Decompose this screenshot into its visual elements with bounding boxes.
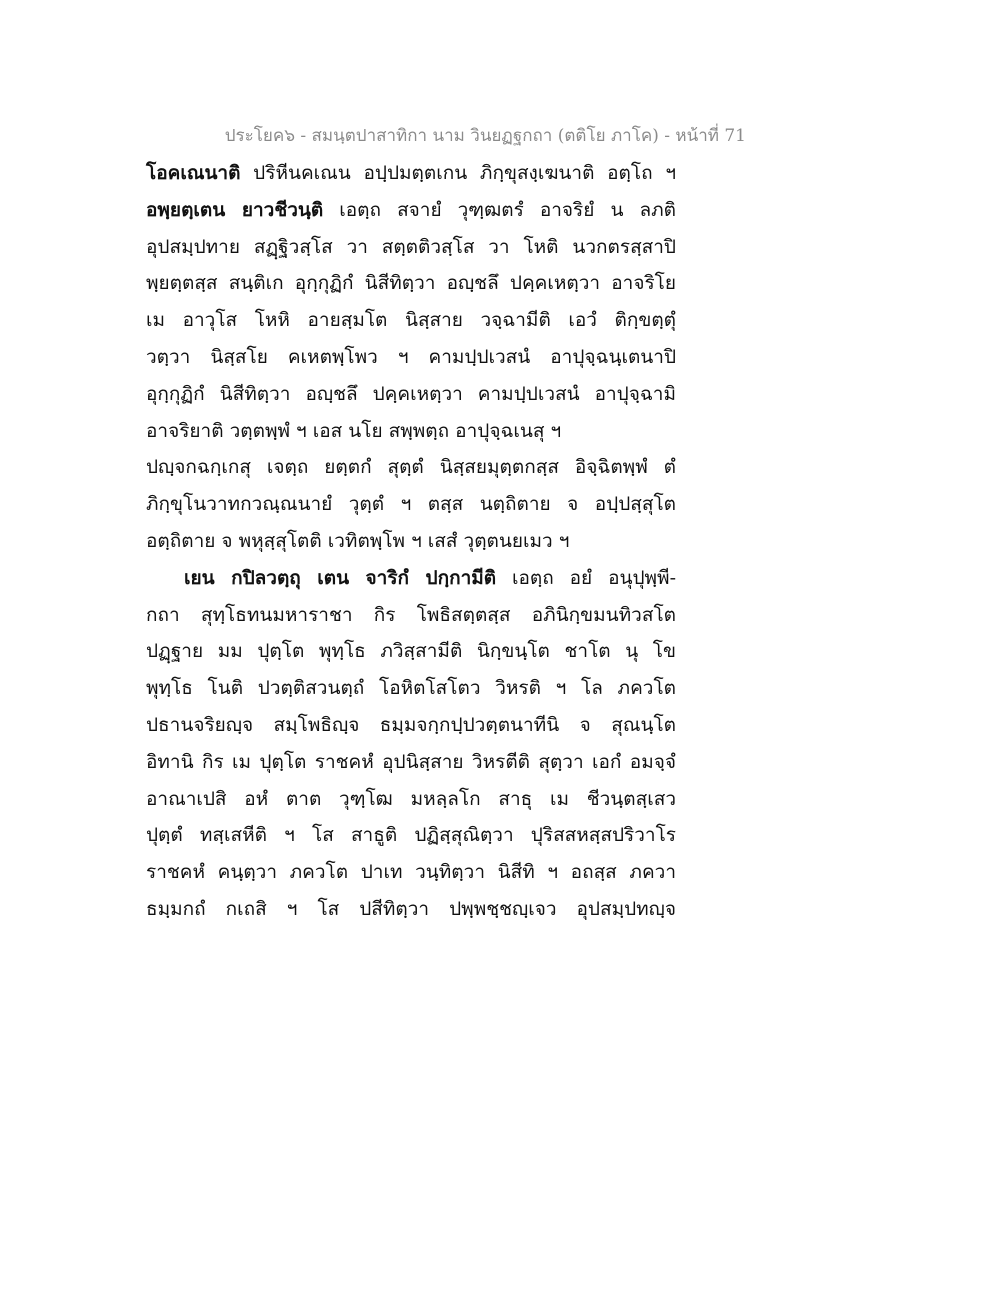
line-text: พุทฺโธ โนติ ปวตฺติสวนตฺถํ โอหิตโสโตว วิหรติ ฯ โล ภควโต — [146, 677, 676, 700]
text-line — [146, 781, 676, 818]
text-line — [146, 560, 676, 597]
line-text: ปธานจริยญฺจ สมฺโพธิญฺจ ธมฺมจกฺกปฺปวตฺตนาทีนิ จ สุณนฺโต — [146, 713, 676, 736]
line-text: เม อาวุโส โหหิ อายสฺมโต นิสฺสาย วจฺฉามีติ เอวํ ติกฺขตฺตุํ — [146, 309, 676, 332]
text-line — [146, 891, 676, 928]
line-text: พฺยตฺตสฺส สนฺติเก อุกฺกุฏิกํ นิสีทิตฺวา อญฺชลึ ปคฺคเหตฺวา อาจริโย — [146, 272, 676, 295]
text-line — [146, 633, 676, 670]
text-line — [146, 192, 676, 229]
line-text: อาณาเปสิ อหํ ตาต วุฑฺโฒ มหลฺลโก สาธุ เม ชีวนฺตสฺเสว — [146, 787, 676, 810]
text-line — [146, 744, 676, 781]
text-line — [146, 413, 676, 450]
line-text: ปุตฺตํ ทสฺเสหีติ ฯ โส สาธูติ ปฏิสฺสุณิตฺวา ปุริสสหสฺสปริวาโร — [146, 824, 676, 847]
text-line — [146, 523, 676, 560]
line-text: อตฺถิตาย จ พหุสฺสุโตติ เวทิตพฺโพ ฯ เสสํ วุตฺตนยเมว ฯ — [146, 529, 570, 552]
text-line — [146, 449, 676, 486]
text-line — [146, 339, 676, 376]
text-line — [146, 486, 676, 523]
text-line — [146, 854, 676, 891]
text-line — [146, 707, 676, 744]
bold-lemma: อพฺยตฺเตน ยาวชีวนฺติ — [146, 198, 324, 221]
line-text: ปริหีนคเณน อปฺปมตฺตเกน ภิกฺขุสงฺเฆนาติ อตฺโถ ฯ — [240, 162, 676, 184]
line-text: อิทานิ กิร เม ปุตฺโต ราชคหํ อุปนิสฺสาย วิหรตีติ สุตฺวา เอกํ อมจฺจํ — [146, 750, 676, 773]
text-line — [146, 229, 676, 266]
text-line — [146, 302, 676, 339]
line-text: เอตฺถ อยํ อนุปุพฺพี- — [496, 566, 677, 589]
line-text: ธมฺมกถํ กเถสิ ฯ โส ปสีทิตฺวา ปพฺพชฺชญฺเจว อุปสมฺปทญฺจ — [146, 897, 676, 920]
text-line — [146, 597, 676, 634]
line-text: ปญฺจกฉกฺเกสุ เจตฺถ ยตฺตกํ สุตฺตํ นิสฺสยมุตฺตกสฺส อิจฺฉิตพฺพํ ตํ — [146, 456, 676, 479]
line-text: วตฺวา นิสฺสโย คเหตพฺโพว ฯ คามปฺปเวสนํ อาปุจฺฉนฺเตนาปิ — [146, 345, 676, 368]
body-text — [146, 155, 676, 928]
page-header: ประโยค๖ - สมนฺตปาสาทิกา นาม วินยฏฐกถา (ตติโย ภาโค) - หน้าที่ 71 — [224, 126, 746, 146]
text-line — [146, 265, 676, 302]
text-line — [146, 376, 676, 413]
line-text: ภิกฺขุโนวาทกวณฺณนายํ วุตฺตํ ฯ ตสฺส นตฺถิตาย จ อปฺปสฺสุโต — [146, 493, 676, 516]
line-text: อุกฺกุฏิกํ นิสีทิตฺวา อญฺชลึ ปคฺคเหตฺวา คามปฺปเวสนํ อาปุจฺฉามิ — [146, 382, 676, 405]
text-line — [146, 817, 676, 854]
line-text: อาจริยาติ วตฺตพฺพํ ฯ เอส นโย สพฺพตฺถ อาปุจฺฉเนสุ ฯ — [146, 419, 562, 442]
bold-lemma: เยน กปิลวตฺถุ เตน จาริกํ ปกฺกามีติ — [184, 566, 497, 589]
line-text: ราชคหํ คนฺตฺวา ภควโต ปาเท วนฺทิตฺวา นิสีทิ ฯ อถสฺส ภควา — [146, 861, 676, 884]
bold-lemma: โอคเณนาติ — [146, 162, 241, 184]
line-text: เอตฺถ สจายํ วุฑฺฒตรํ อาจริยํ น ลภติ — [323, 198, 676, 221]
line-text: อุปสมฺปทาย สฏฺฐิวสฺโส วา สตฺตติวสฺโส วา โหติ นวกตรสฺสาปิ — [146, 235, 676, 258]
line-text: กถา สุทฺโธทนมหาราชา กิร โพธิสตฺตสฺส อภินิกฺขมนทิวสโต — [146, 603, 676, 626]
text-line — [146, 670, 676, 707]
line-text: ปฏฺฐาย มม ปุตฺโต พุทฺโธ ภวิสฺสามีติ นิกฺขนฺโต ชาโต นุ โข — [146, 640, 676, 663]
text-line — [146, 155, 676, 192]
